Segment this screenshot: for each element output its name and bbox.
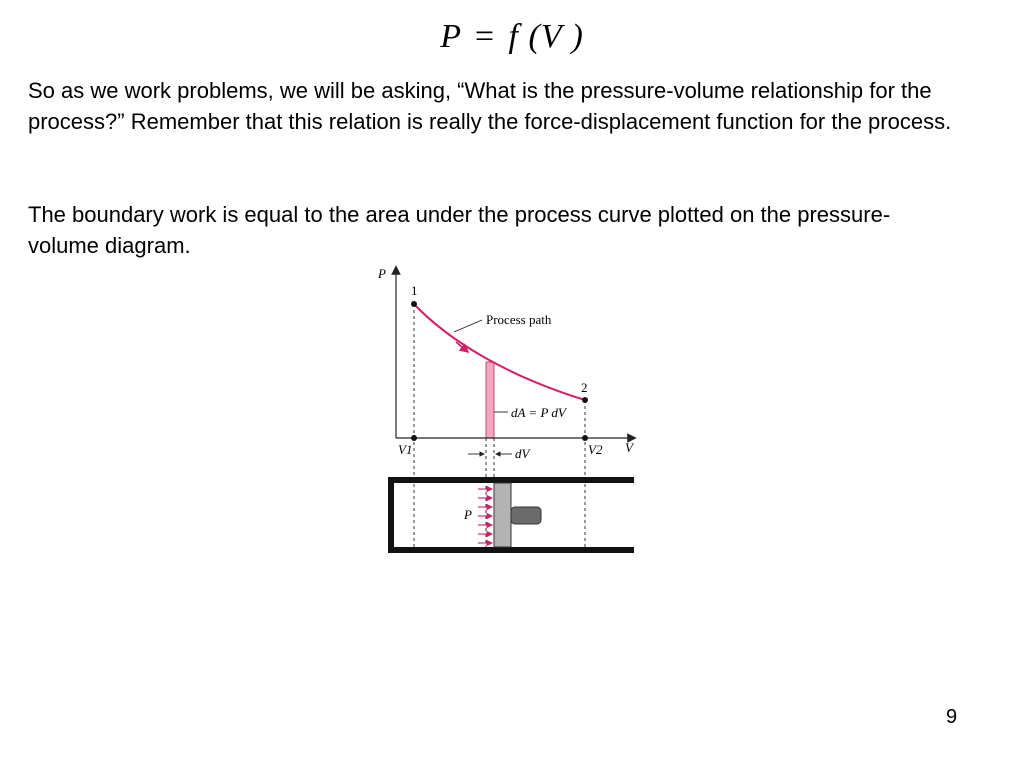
piston-rod: [511, 507, 541, 524]
process-path-leader: [454, 320, 482, 332]
state-2-point: [582, 397, 588, 403]
equation-rhs: f (V ): [508, 18, 584, 55]
area-label: dA = P dV: [511, 405, 566, 420]
dv-label: dV: [515, 446, 530, 461]
paragraph-boundary-work: The boundary work is equal to the area under the process curve plotted on the pressure-volume diagram.: [28, 202, 891, 258]
equation-operator: =: [474, 18, 496, 55]
area-strip: [486, 362, 494, 438]
v2-label: V2: [588, 442, 603, 457]
pv-diagram-figure: [360, 262, 650, 562]
process-path-label: Process path: [486, 312, 552, 327]
pressure-arrows: [478, 489, 492, 543]
equation-lhs: P: [440, 18, 462, 55]
v2-axis-point: [582, 435, 588, 441]
piston-head: [494, 483, 511, 547]
p-axis-label: P: [378, 266, 386, 281]
equation: [0, 18, 1024, 56]
state-1-point: [411, 301, 417, 307]
paragraph-pressure-volume-relation: So as we work problems, we will be asking, “What is the pressure-volume relationship for the process?” Remember that this relation is really the force-displacement function for the process.: [28, 78, 952, 134]
v1-axis-point: [411, 435, 417, 441]
piston-pressure-label: P: [464, 507, 472, 522]
state-1-label: 1: [411, 283, 418, 298]
page-number: 9: [946, 706, 958, 728]
v1-label: V1: [398, 442, 413, 457]
v-axis-label: V: [625, 440, 633, 455]
state-2-label: 2: [581, 380, 588, 395]
